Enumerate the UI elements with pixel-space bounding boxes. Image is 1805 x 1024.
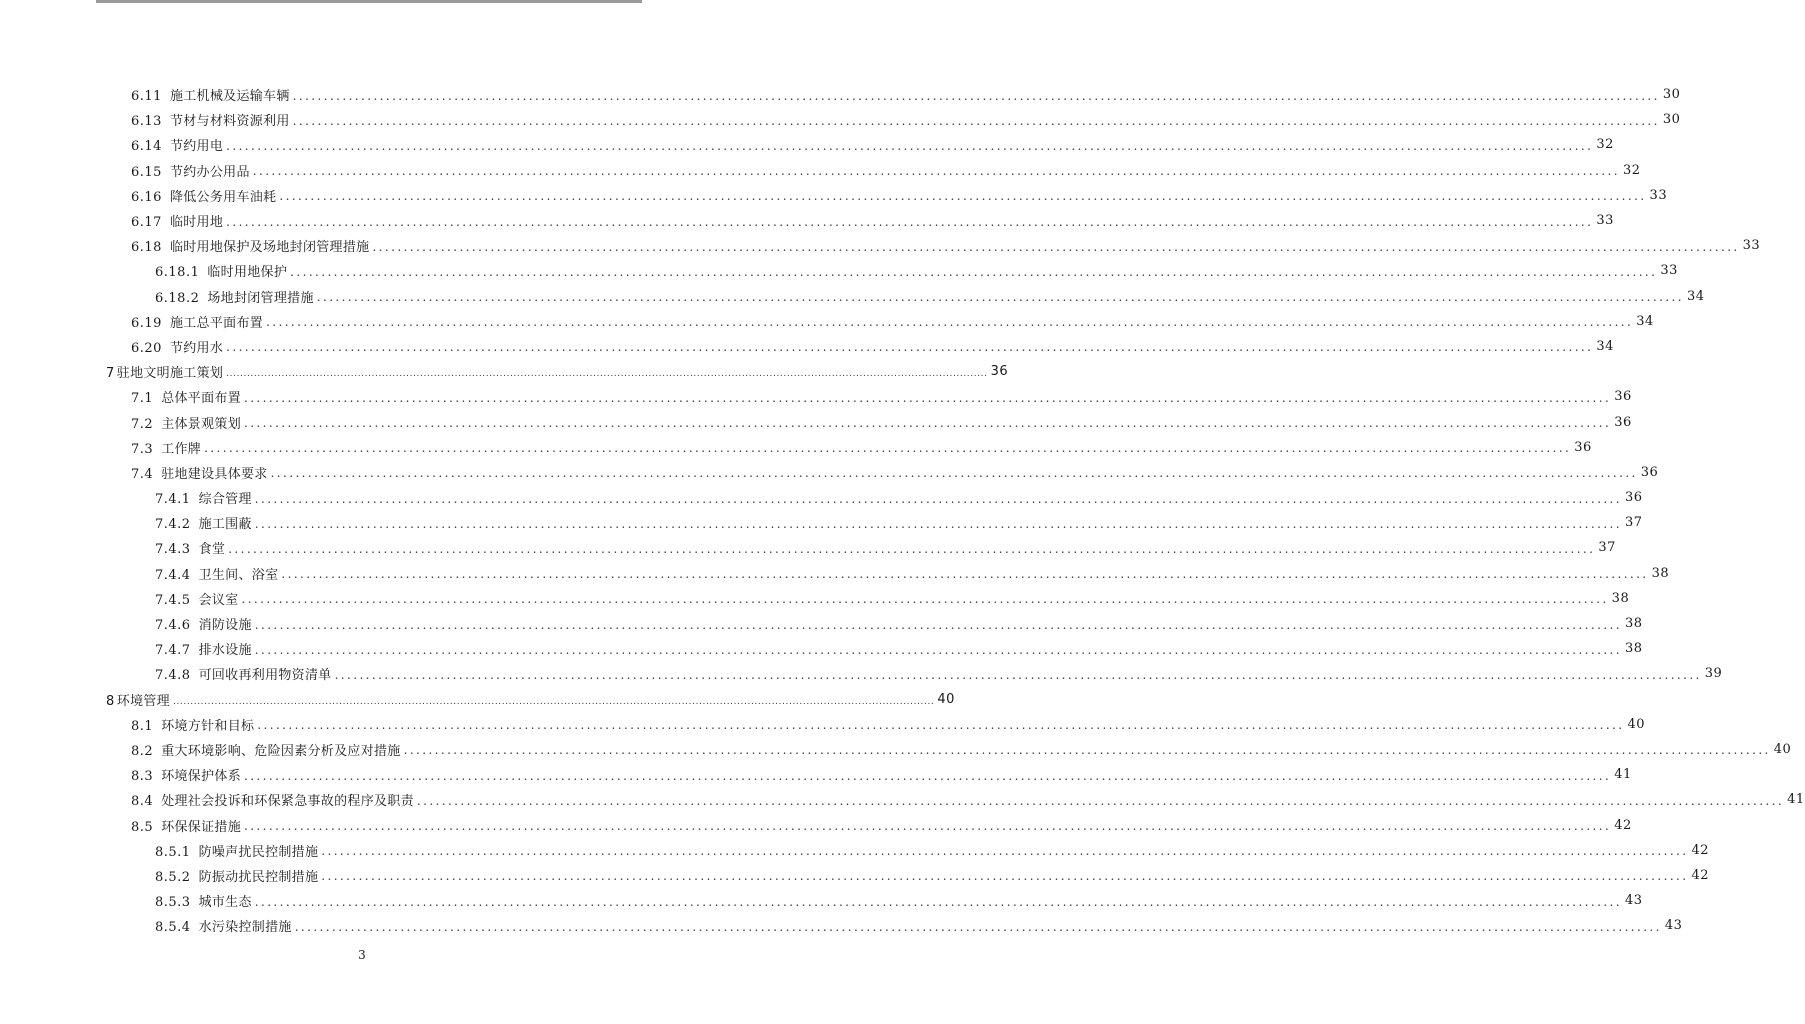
- toc-entry-number: 8.2: [131, 743, 154, 759]
- toc-entry-label: [131, 161, 250, 180]
- toc-entry-title: 驻地建设具体要求: [161, 466, 268, 482]
- toc-entry-label: [155, 488, 252, 507]
- toc-entry-title: 场地封闭管理措施: [207, 290, 314, 306]
- toc-entry-leader: ............................................................................................................................................................................................................................: [226, 369, 988, 380]
- toc-entry-title: 临时用地: [169, 215, 224, 231]
- toc-entry-leader: ............................................................................................................................................................................................................................: [270, 466, 1638, 481]
- toc-entry-number: 6.11: [131, 89, 162, 105]
- toc-entry-leader: ............................................................................................................................................................................................................................: [226, 340, 1594, 355]
- toc-entry-label: [106, 690, 170, 709]
- toc-entry-number: 6.18: [131, 240, 162, 256]
- toc-entry-leader: ............................................................................................................................................................................................................................: [292, 88, 1660, 103]
- toc-entry-title: 节约用水: [169, 340, 224, 356]
- toc-entry[interactable]: [0, 460, 1659, 485]
- toc-entry-leader: ............................................................................................................................................................................................................................: [254, 894, 1622, 909]
- toc-entry-title: 环保保证措施: [161, 819, 241, 835]
- toc-entry-page: 38: [1611, 590, 1630, 606]
- toc-entry-number: 7.4.5: [155, 592, 191, 608]
- toc-entry-number: 8.5.3: [155, 895, 191, 911]
- toc-entry-title: 驻地文明施工策划: [116, 366, 224, 382]
- toc-entry-number: 8.4: [131, 794, 154, 810]
- toc-entry-leader: ............................................................................................................................................................................................................................: [254, 642, 1622, 657]
- toc-entry-label: [106, 362, 223, 381]
- toc-entry-page: 41: [1787, 792, 1805, 808]
- toc-entry-label: [155, 589, 238, 608]
- toc-entry-title: 环境管理: [116, 693, 170, 709]
- toc-entry-page: 33: [1649, 187, 1668, 203]
- toc-entry-leader: ............................................................................................................................................................................................................................: [254, 617, 1622, 632]
- toc-entry-page: 41: [1614, 767, 1632, 783]
- toc-entry-number: 7.4.6: [155, 618, 191, 634]
- toc-entry-label: [131, 85, 290, 104]
- header-rule: [96, 0, 642, 3]
- toc-entry-page: 39: [1704, 666, 1723, 682]
- toc-entry-label: [155, 639, 252, 658]
- toc-entry-title: 节材与材料资源利用: [169, 114, 290, 130]
- toc-entry-leader: ............................................................................................................................................................................................................................: [226, 138, 1594, 153]
- toc-entry-leader: ............................................................................................................................................................................................................................: [254, 491, 1622, 506]
- toc-entry-title: 环境方针和目标: [161, 718, 255, 734]
- toc-entry[interactable]: [0, 636, 1643, 661]
- toc-entry-label: [155, 664, 332, 683]
- toc-entry[interactable]: [0, 888, 1643, 913]
- toc-entry[interactable]: [0, 107, 1681, 132]
- toc-entry-title: 卫生间、浴室: [198, 567, 279, 583]
- toc-entry-title: 会议室: [198, 592, 239, 608]
- toc-entry[interactable]: [0, 284, 1705, 309]
- toc-entry-page: 43: [1624, 893, 1643, 909]
- toc-entry-page: 36: [990, 364, 1009, 380]
- toc-entry-number: 8.5.2: [155, 869, 191, 885]
- toc-entry-number: 7.4.2: [155, 517, 191, 533]
- toc-entry[interactable]: [0, 535, 1616, 560]
- toc-entry-number: 7.4.3: [155, 542, 191, 558]
- toc-entry-page: 37: [1624, 515, 1643, 531]
- toc-entry-number: 7: [106, 366, 115, 382]
- toc-entry-title: 防振动扰民控制措施: [198, 869, 319, 885]
- toc-entry-title: 食堂: [198, 542, 226, 558]
- toc-entry-number: 7.1: [131, 391, 154, 407]
- page-number: 3: [358, 948, 366, 962]
- toc-entry-leader: ............................................................................................................................................................................................................................: [316, 290, 1684, 305]
- toc-entry-label: [155, 564, 278, 583]
- toc-entry-label: [131, 312, 263, 331]
- toc-entry-number: 8.5.1: [155, 844, 191, 860]
- toc-entry-page: 33: [1742, 238, 1761, 254]
- toc-entry-number: 6.19: [131, 315, 162, 331]
- toc-entry-leader: ............................................................................................................................................................................................................................: [226, 214, 1594, 229]
- toc-entry-page: 34: [1686, 288, 1705, 304]
- toc-entry-label: [131, 463, 268, 482]
- toc-entry-page: 37: [1598, 540, 1616, 556]
- toc-entry-number: 7.4: [131, 466, 154, 482]
- toc-entry-title: 主体景观策划: [161, 416, 241, 432]
- toc-entry-page: 36: [1614, 414, 1632, 430]
- toc-entry[interactable]: [0, 258, 1678, 283]
- toc-entry-leader: ............................................................................................................................................................................................................................: [266, 315, 1634, 330]
- toc-entry-number: 7.4.7: [155, 643, 191, 659]
- toc-entry-label: [155, 891, 252, 910]
- toc-entry[interactable]: [0, 812, 1632, 837]
- toc-entry-page: 42: [1691, 867, 1710, 883]
- toc-entry-leader: ............................................................................................................................................................................................................................: [241, 592, 1609, 607]
- toc-entry-page: 36: [1640, 464, 1659, 480]
- toc-entry-page: 40: [1773, 741, 1792, 757]
- toc-entry-leader: ............................................................................................................................................................................................................................: [244, 768, 1612, 783]
- toc-entry-page: 36: [1574, 439, 1592, 455]
- toc-entry-number: 8.3: [131, 769, 154, 785]
- toc-entry-leader: ............................................................................................................................................................................................................................: [416, 793, 1785, 808]
- toc-entry-page: 38: [1624, 616, 1643, 632]
- toc-entry-label: [131, 337, 223, 356]
- toc-entry-title: 可回收再利用物资清单: [198, 668, 332, 684]
- toc-entry-leader: ............................................................................................................................................................................................................................: [292, 113, 1660, 128]
- toc-entry-page: 34: [1596, 338, 1614, 354]
- toc-entry-leader: ............................................................................................................................................................................................................................: [244, 416, 1612, 431]
- toc-entry-number: 7.4.4: [155, 567, 191, 583]
- toc-entry-page: 34: [1636, 313, 1654, 329]
- toc-entry-title: 城市生态: [198, 895, 252, 911]
- toc-entry[interactable]: [0, 611, 1643, 636]
- toc-entry[interactable]: [0, 359, 1009, 384]
- toc-entry-number: 7.3: [131, 441, 154, 457]
- toc-entry-leader: ............................................................................................................................................................................................................................: [321, 844, 1689, 859]
- toc-entry-label: [155, 287, 314, 306]
- toc-entry[interactable]: [0, 233, 1761, 258]
- toc-entry-page: 33: [1596, 213, 1614, 229]
- toc-entry[interactable]: [0, 183, 1668, 208]
- toc-entry-label: [131, 413, 241, 432]
- toc-entry-number: 6.18.2: [155, 290, 200, 306]
- toc-entry[interactable]: [0, 838, 1710, 863]
- toc-entry-page: 30: [1662, 112, 1681, 128]
- toc-entry-number: 6.13: [131, 114, 162, 130]
- toc-entry-page: 32: [1622, 162, 1641, 178]
- toc-entry-label: [155, 916, 292, 935]
- toc-entry-leader: ............................................................................................................................................................................................................................: [172, 696, 935, 707]
- toc-entry-title: 临时用地保护及场地封闭管理措施: [169, 240, 370, 256]
- toc-entry-label: [155, 538, 225, 557]
- toc-entry-page: 38: [1624, 641, 1643, 657]
- toc-entry-label: [131, 715, 254, 734]
- toc-entry-number: 8.1: [131, 718, 154, 734]
- toc-entry-title: 临时用地保护: [207, 265, 288, 281]
- toc-entry[interactable]: [0, 158, 1641, 183]
- toc-entry-number: 8.5.4: [155, 920, 191, 936]
- toc-entry-leader: ............................................................................................................................................................................................................................: [403, 743, 1771, 758]
- toc-entry-number: 6.15: [131, 164, 162, 180]
- toc-entry[interactable]: [0, 687, 955, 712]
- toc-entry-title: 工作牌: [161, 441, 202, 457]
- toc-entry-page: 36: [1614, 389, 1632, 405]
- toc-entry-title: 总体平面布置: [161, 391, 241, 407]
- toc-entry-title: 施工围蔽: [198, 517, 252, 533]
- toc-entry-label: [131, 186, 276, 205]
- toc-entry-label: [155, 513, 252, 532]
- toc-entry-page: 40: [1627, 716, 1646, 732]
- toc-entry[interactable]: [0, 661, 1723, 686]
- toc-entry-label: [155, 841, 318, 860]
- toc-entry[interactable]: [0, 309, 1654, 334]
- toc-entry-page: 36: [1624, 490, 1643, 506]
- toc-entry-title: 防噪声扰民控制措施: [198, 844, 319, 860]
- toc-entry-leader: ............................................................................................................................................................................................................................: [252, 164, 1620, 179]
- toc-entry-page: 40: [937, 691, 955, 707]
- toc-entry-number: 6.18.1: [155, 265, 200, 281]
- toc-entry[interactable]: [0, 787, 1805, 812]
- toc-entry-label: [131, 110, 290, 129]
- toc-entry[interactable]: [0, 82, 1681, 107]
- toc-entry-title: 环境保护体系: [161, 769, 241, 785]
- toc-entry-page: 42: [1691, 842, 1710, 858]
- toc-entry-leader: ............................................................................................................................................................................................................................: [279, 189, 1647, 204]
- toc-entry[interactable]: [0, 737, 1792, 762]
- toc-entry[interactable]: [0, 334, 1614, 359]
- toc-entry-label: [131, 816, 241, 835]
- toc-entry-label: [131, 135, 223, 154]
- toc-entry-number: 7.4.1: [155, 492, 191, 508]
- toc-entry[interactable]: [0, 510, 1643, 535]
- toc-entry-label: [131, 438, 201, 457]
- toc-entry-number: 7.2: [131, 416, 154, 432]
- toc-entry-label: [131, 765, 241, 784]
- toc-entry-title: 施工机械及运输车辆: [169, 89, 290, 105]
- toc-entry-leader: ............................................................................................................................................................................................................................: [290, 264, 1658, 279]
- toc-entry[interactable]: [0, 712, 1646, 737]
- toc-entry-leader: ............................................................................................................................................................................................................................: [244, 819, 1612, 834]
- toc-entry-label: [131, 236, 369, 255]
- toc-entry-title: 排水设施: [198, 643, 252, 659]
- toc-entry-leader: ............................................................................................................................................................................................................................: [321, 869, 1689, 884]
- toc-entry-title: 综合管理: [198, 492, 252, 508]
- toc-entry[interactable]: [0, 485, 1643, 510]
- toc-entry-label: [155, 866, 318, 885]
- toc-entry-leader: ............................................................................................................................................................................................................................: [294, 919, 1662, 934]
- toc-entry-title: 施工总平面布置: [169, 315, 264, 331]
- toc-entry-leader: ............................................................................................................................................................................................................................: [244, 390, 1612, 405]
- toc-entry-number: 6.16: [131, 189, 162, 205]
- toc-entry-title: 降低公务用车油耗: [169, 189, 277, 205]
- toc-entry[interactable]: [0, 762, 1632, 787]
- toc-entry-leader: ............................................................................................................................................................................................................................: [254, 516, 1622, 531]
- toc-entry[interactable]: [0, 409, 1632, 434]
- toc-entry-title: 消防设施: [198, 618, 252, 634]
- toc-entry-title: 水污染控制措施: [198, 920, 292, 936]
- toc-entry[interactable]: [0, 435, 1592, 460]
- toc-entry-page: 43: [1664, 918, 1683, 934]
- toc-entry-leader: ............................................................................................................................................................................................................................: [228, 541, 1596, 556]
- toc-entry-label: [131, 740, 401, 759]
- toc-entry-leader: ............................................................................................................................................................................................................................: [204, 441, 1572, 456]
- toc-entry[interactable]: [0, 561, 1670, 586]
- toc-entry-number: 8.5: [131, 819, 154, 835]
- toc-entry-title: 重大环境影响、危险因素分析及应对措施: [161, 743, 401, 759]
- toc-entry-number: 6.20: [131, 340, 162, 356]
- toc-entry-label: [155, 261, 287, 280]
- toc-entry-label: [155, 614, 252, 633]
- toc-entry[interactable]: [0, 132, 1614, 157]
- toc-entry-leader: ............................................................................................................................................................................................................................: [334, 667, 1702, 682]
- table-of-contents: [0, 82, 1805, 938]
- toc-entry-title: 节约办公用品: [169, 164, 250, 180]
- toc-entry-label: [131, 387, 241, 406]
- toc-entry-title: 节约用电: [169, 139, 224, 155]
- toc-entry[interactable]: [0, 863, 1710, 888]
- toc-entry[interactable]: [0, 208, 1614, 233]
- toc-entry-page: 42: [1614, 817, 1632, 833]
- toc-entry-title: 处理社会投诉和环保紧急事故的程序及职责: [161, 794, 414, 810]
- toc-entry[interactable]: [0, 384, 1632, 409]
- toc-entry-page: 38: [1651, 565, 1670, 581]
- toc-entry[interactable]: [0, 586, 1630, 611]
- toc-entry-label: [131, 790, 414, 809]
- toc-entry-number: 6.14: [131, 139, 162, 155]
- toc-entry[interactable]: [0, 913, 1683, 938]
- toc-entry-leader: ............................................................................................................................................................................................................................: [281, 567, 1649, 582]
- toc-entry-leader: ............................................................................................................................................................................................................................: [372, 239, 1740, 254]
- toc-entry-page: 32: [1596, 137, 1614, 153]
- toc-entry-page: 30: [1662, 87, 1681, 103]
- toc-entry-number: 8: [106, 693, 115, 709]
- toc-entry-page: 33: [1660, 263, 1678, 279]
- toc-entry-label: [131, 211, 223, 230]
- toc-entry-number: 6.17: [131, 215, 162, 231]
- toc-entry-number: 7.4.8: [155, 668, 191, 684]
- toc-entry-leader: ............................................................................................................................................................................................................................: [257, 718, 1625, 733]
